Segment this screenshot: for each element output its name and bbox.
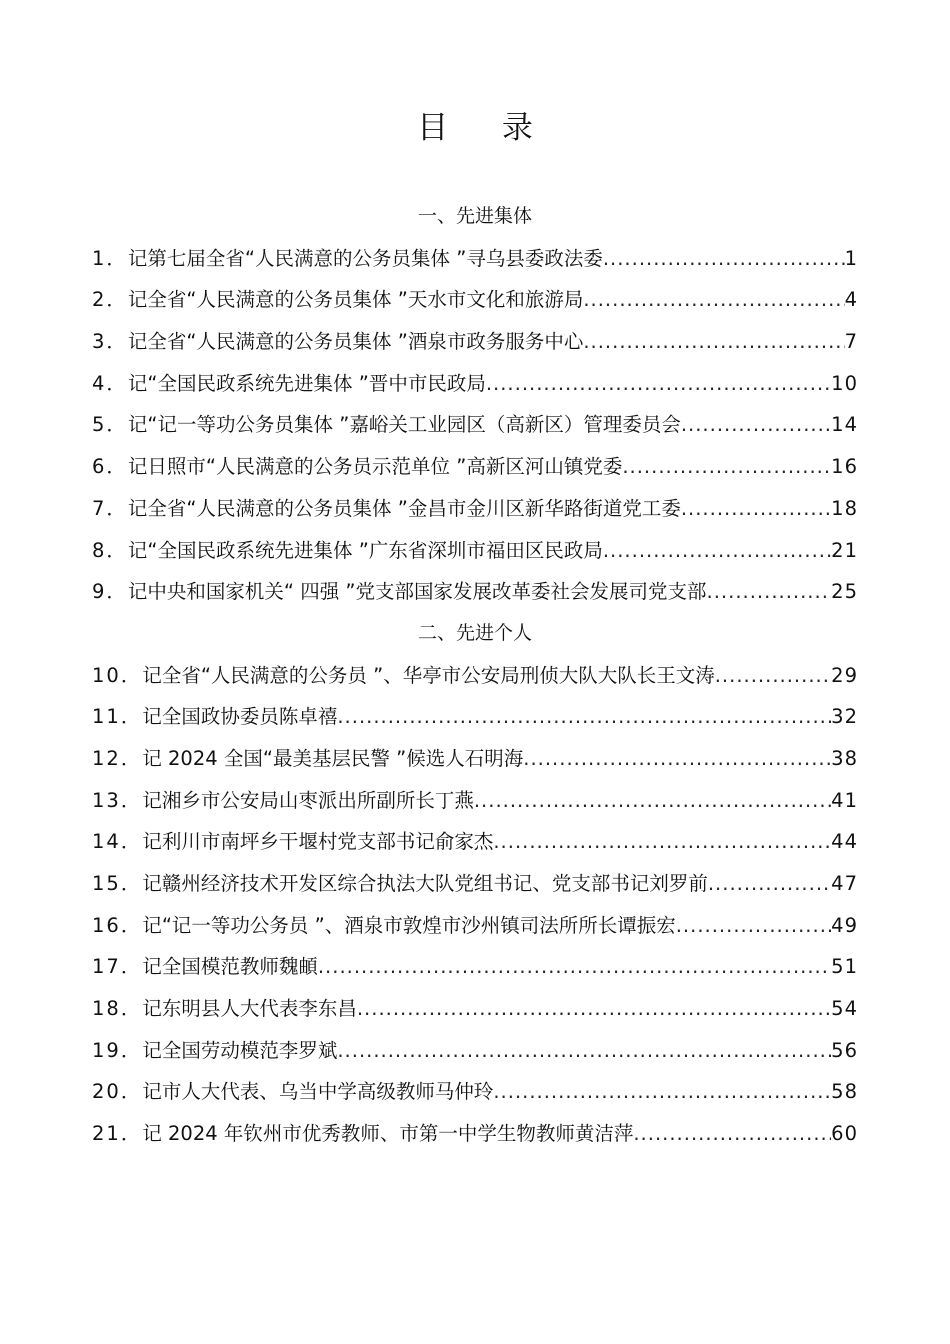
toc-entry[interactable] — [92, 988, 858, 1030]
dot-leader — [486, 363, 831, 405]
toc-entry-title — [92, 238, 603, 280]
page-title: 目 录 — [417, 110, 555, 146]
toc-entry-title — [92, 780, 474, 822]
toc-entry-page: 4 — [844, 288, 858, 312]
dot-leader — [583, 279, 844, 321]
toc-entry-number: 8． — [92, 538, 128, 562]
toc-entry-text: 记全省“人民满意的公务员集体 ”天水市文化和旅游局 — [127, 288, 584, 312]
toc-entry-page: 44 — [831, 830, 858, 854]
toc-entry-number: 12． — [92, 746, 143, 770]
toc-entry-page: 60 — [831, 1122, 858, 1146]
toc-entry[interactable] — [92, 279, 858, 321]
toc-entry-page: 18 — [831, 496, 858, 520]
toc-entry-text: 记全国模范教师魏頔 — [142, 955, 318, 979]
dot-leader — [493, 821, 831, 863]
toc-entry-title — [92, 446, 622, 488]
toc-entry[interactable] — [92, 446, 858, 488]
dot-leader — [676, 905, 831, 947]
toc-entry-number: 2． — [92, 288, 128, 312]
toc-entry-number: 20． — [92, 1080, 143, 1104]
toc-entry-text: 记全省“人民满意的公务员集体 ”酒泉市政务服务中心 — [127, 330, 584, 354]
toc-entry[interactable] — [92, 238, 858, 280]
toc-entry-page: 16 — [831, 455, 858, 479]
toc-entry-page: 58 — [831, 1080, 858, 1104]
toc-entry[interactable] — [92, 780, 858, 822]
toc-entry[interactable] — [92, 488, 858, 530]
toc-entry-text: 记日照市“人民满意的公务员示范单位 ”高新区河山镇党委 — [127, 455, 623, 479]
toc-entry-text: 记市人大代表、乌当中学高级教师马仲玲 — [142, 1080, 494, 1104]
toc-entry[interactable] — [92, 530, 858, 572]
dot-leader — [633, 1113, 831, 1155]
toc-entry[interactable] — [92, 1071, 858, 1113]
dot-leader — [474, 780, 831, 822]
toc-entry-text: 记全省“人民满意的公务员集体 ”金昌市金川区新华路街道党工委 — [127, 496, 681, 520]
toc-entry-title — [92, 863, 708, 905]
toc-entry[interactable] — [92, 655, 858, 697]
toc-entry-number: 13． — [92, 788, 143, 812]
toc-entry-title — [92, 530, 603, 572]
dot-leader — [681, 404, 831, 446]
dot-leader — [337, 696, 831, 738]
dot-leader — [708, 863, 831, 905]
toc-entry[interactable] — [92, 1030, 858, 1072]
toc-entry-page: 29 — [831, 663, 858, 687]
toc-entry-page: 47 — [831, 872, 858, 895]
toc-entry-page: 14 — [831, 413, 858, 437]
toc-entry-title — [92, 279, 583, 321]
toc-entry-text: 记 2024 全国“最美基层民警 ”候选人石明海 — [142, 746, 524, 770]
toc-entry[interactable] — [92, 404, 858, 446]
toc-entry-text: 记“记一等功公务员集体 ”嘉峪关工业园区（高新区）管理委员会 — [127, 413, 681, 437]
toc-entry-number: 1． — [92, 246, 128, 270]
toc-entry[interactable] — [92, 1113, 858, 1155]
toc-entry-text: 记东明县人大代表李东昌 — [142, 997, 357, 1021]
toc-entry-page: 21 — [831, 538, 858, 562]
section-heading-individuals: 二、先进个人 — [417, 621, 532, 644]
toc-entry-page: 7 — [844, 330, 858, 354]
toc-entry[interactable] — [92, 321, 858, 363]
toc-entry-text: 记“记一等功公务员 ”、酒泉市敦煌市沙州镇司法所所长谭振宏 — [142, 913, 676, 937]
toc-entry[interactable] — [92, 946, 858, 988]
dot-leader — [337, 1030, 831, 1072]
toc-entry-number: 21． — [92, 1122, 143, 1146]
toc-entry-number: 18． — [92, 997, 143, 1021]
toc-entry[interactable] — [92, 696, 858, 738]
toc-entry-title — [92, 738, 523, 780]
toc-entry-number: 15． — [92, 872, 143, 895]
toc-entry-page: 25 — [831, 580, 858, 604]
toc-entry-title — [92, 488, 681, 530]
toc-entry[interactable] — [92, 738, 858, 780]
toc-entry-title — [92, 905, 676, 947]
toc-entry[interactable] — [92, 571, 858, 613]
toc-entry-page: 51 — [831, 955, 858, 979]
dot-leader — [318, 946, 831, 988]
toc-entry-page: 1 — [844, 246, 858, 270]
toc-entry-text: 记全国劳动模范李罗斌 — [142, 1038, 338, 1062]
toc-entry-number: 16． — [92, 913, 143, 937]
dot-leader — [493, 1071, 831, 1113]
toc-entry-number: 6． — [92, 455, 128, 479]
table-of-contents — [92, 196, 858, 1155]
collectives-entry-list — [92, 238, 858, 613]
toc-entry-title — [92, 1071, 493, 1113]
toc-entry-number: 17． — [92, 955, 143, 979]
toc-entry-text: 记“全国民政系统先进集体 ”晋中市民政局 — [127, 371, 486, 395]
toc-entry-text: 记湘乡市公安局山枣派出所副所长丁燕 — [142, 788, 474, 812]
toc-entry-number: 4． — [92, 371, 128, 395]
toc-entry-title — [92, 821, 493, 863]
section-heading-collectives: 一、先进集体 — [417, 205, 532, 227]
dot-leader — [523, 738, 831, 780]
toc-entry[interactable] — [92, 905, 858, 947]
toc-entry-title — [92, 696, 337, 738]
dot-leader — [357, 988, 831, 1030]
toc-entry-page: 38 — [831, 746, 858, 770]
toc-entry-text: 记全国政协委员陈卓禧 — [142, 705, 338, 729]
toc-entry-number: 19． — [92, 1038, 143, 1062]
toc-entry-page: 54 — [831, 997, 858, 1021]
dot-leader — [603, 238, 845, 280]
toc-entry-number: 14． — [92, 830, 143, 854]
toc-entry-number: 7． — [92, 496, 128, 520]
toc-entry-text: 记中央和国家机关“ 四强 ”党支部国家发展改革委社会发展司党支部 — [127, 580, 707, 604]
toc-entry-number: 9． — [92, 580, 128, 604]
dot-leader — [715, 655, 831, 697]
toc-entry-title — [92, 946, 318, 988]
toc-entry-page: 10 — [831, 371, 858, 395]
toc-entry-page: 32 — [831, 705, 858, 729]
dot-leader — [622, 446, 831, 488]
toc-entry-text: 记赣州经济技术开发区综合执法大队党组书记、党支部书记刘罗前 — [142, 872, 708, 895]
toc-entry-text: 记全省“人民满意的公务员 ”、华亭市公安局刑侦大队大队长王文涛 — [142, 663, 715, 687]
toc-entry-title — [92, 571, 707, 613]
toc-entry-text: 记第七届全省“人民满意的公务员集体 ”寻乌县委政法委 — [127, 246, 603, 270]
toc-entry[interactable] — [92, 821, 858, 863]
toc-entry-number: 5． — [92, 413, 128, 437]
toc-entry-title — [92, 321, 583, 363]
toc-entry-page: 56 — [831, 1038, 858, 1062]
toc-entry-number: 3． — [92, 330, 128, 354]
dot-leader — [603, 530, 831, 572]
toc-entry[interactable] — [92, 863, 858, 905]
dot-leader — [583, 321, 844, 363]
toc-entry-title — [92, 988, 357, 1030]
toc-entry-number: 11． — [92, 705, 143, 729]
toc-entry-title — [92, 655, 715, 697]
toc-entry-title — [92, 363, 486, 405]
dot-leader — [681, 488, 831, 530]
toc-entry-title — [92, 1113, 633, 1155]
toc-entry-text: 记 2024 年钦州市优秀教师、市第一中学生物教师黄洁萍 — [142, 1122, 634, 1146]
toc-entry-page: 41 — [831, 788, 858, 812]
dot-leader — [707, 571, 832, 613]
toc-entry[interactable] — [92, 363, 858, 405]
toc-entry-title — [92, 404, 681, 446]
toc-entry-title — [92, 1030, 337, 1072]
individuals-entry-list — [92, 655, 858, 1155]
toc-entry-text: 记“全国民政系统先进集体 ”广东省深圳市福田区民政局 — [127, 538, 603, 562]
toc-entry-page: 49 — [831, 913, 858, 937]
toc-entry-text: 记利川市南坪乡干堰村党支部书记俞家杰 — [142, 830, 494, 854]
toc-entry-number: 10． — [92, 663, 143, 687]
